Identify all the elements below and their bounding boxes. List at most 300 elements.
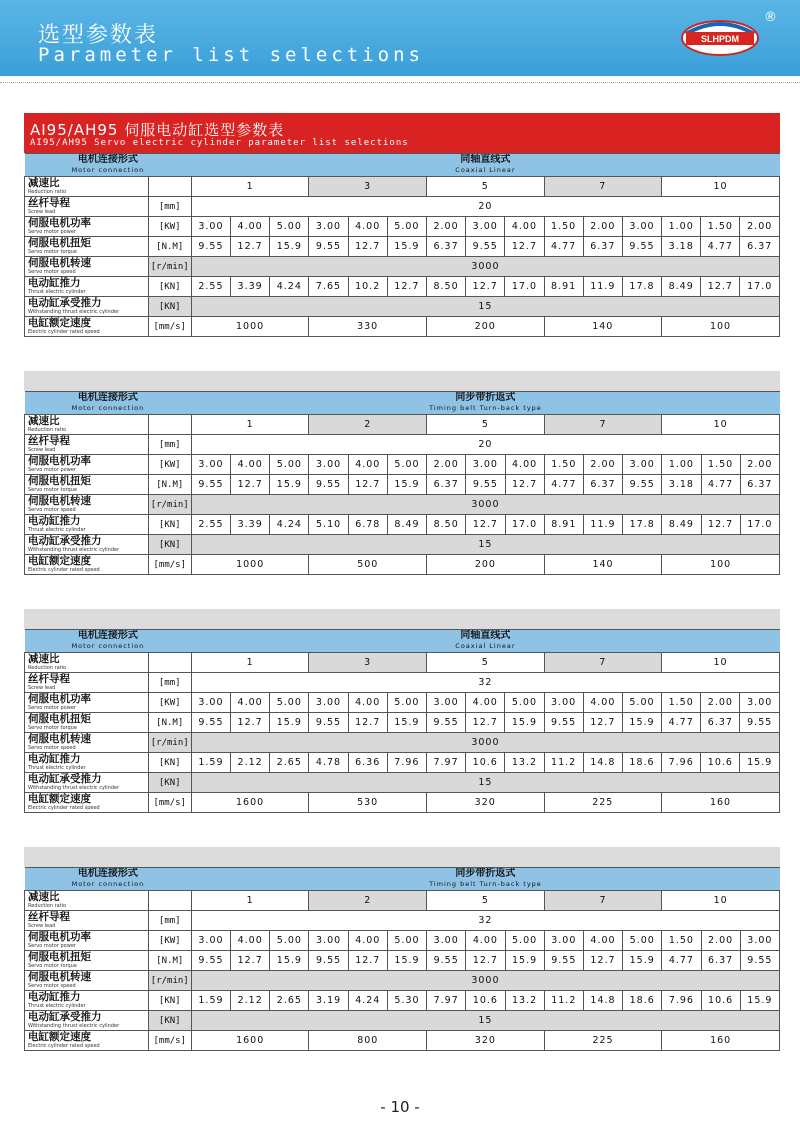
- thrust-value: 17.0: [505, 277, 544, 297]
- unit-power: [KW]: [148, 217, 191, 237]
- label-rated: [25, 317, 149, 337]
- power-value: 3.00: [426, 693, 465, 713]
- label-lead-cn: 丝杆导程: [28, 197, 70, 209]
- label-connection: 电机连接形式 Motor connection: [25, 392, 192, 415]
- label-thrust-en: Thrust electric cylinder: [28, 1003, 86, 1009]
- power-row: [25, 455, 780, 475]
- power-value: 5.00: [622, 693, 661, 713]
- power-value: 5.00: [505, 693, 544, 713]
- unit-speed: [r/min]: [148, 495, 191, 515]
- thrust-value: 7.96: [387, 753, 426, 773]
- lead-value: 32: [191, 673, 779, 693]
- label-lead: [25, 911, 149, 931]
- label-rated: [25, 793, 149, 813]
- torque-value: 15.9: [387, 237, 426, 257]
- label-speed: [25, 495, 149, 515]
- label-withstand-en: Withstanding thrust electric cylinder: [28, 785, 120, 791]
- torque-value: 15.9: [505, 951, 544, 971]
- page-title-cn: 选型参数表: [38, 23, 159, 48]
- unit-speed: [r/min]: [148, 733, 191, 753]
- power-value: 4.00: [348, 693, 387, 713]
- table-separator: [24, 847, 780, 867]
- torque-value: 12.7: [231, 475, 270, 495]
- power-value: 3.00: [191, 693, 230, 713]
- power-value: 4.00: [348, 455, 387, 475]
- torque-value: 15.9: [270, 475, 309, 495]
- torque-value: 4.77: [662, 951, 701, 971]
- label-speed-en: Servo motor speed: [28, 269, 76, 275]
- power-value: 1.50: [544, 455, 583, 475]
- thrust-value: 12.7: [466, 277, 505, 297]
- torque-value: 9.55: [544, 951, 583, 971]
- thrust-value: 4.78: [309, 753, 348, 773]
- power-value: 3.00: [544, 693, 583, 713]
- power-value: 1.00: [662, 217, 701, 237]
- speed-value: 3000: [191, 495, 779, 515]
- label-torque-en: Servo motor torque: [28, 249, 77, 255]
- thrust-value: 10.6: [701, 991, 740, 1011]
- dotted-divider: [0, 82, 800, 83]
- label-thrust-cn: 电动缸推力: [28, 277, 81, 289]
- page-number: - 10 -: [380, 1098, 420, 1116]
- torque-row: [25, 951, 780, 971]
- label-power-cn: 伺服电机功率: [28, 931, 91, 943]
- lead-row: [25, 911, 780, 931]
- power-value: 4.00: [348, 931, 387, 951]
- power-value: 4.00: [231, 217, 270, 237]
- ratio-row: [25, 177, 780, 197]
- unit-speed: [r/min]: [148, 971, 191, 991]
- label-lead: [25, 673, 149, 693]
- torque-value: 9.55: [740, 713, 780, 733]
- speed-value: 3000: [191, 733, 779, 753]
- torque-value: 12.7: [231, 713, 270, 733]
- table-separator: [24, 609, 780, 629]
- rated-speed-row: [25, 793, 780, 813]
- unit-thrust: [KN]: [148, 753, 191, 773]
- connection-row: [25, 154, 780, 177]
- thrust-value: 13.2: [505, 753, 544, 773]
- label-ratio-cn: 减速比: [28, 891, 60, 903]
- thrust-value: 12.7: [701, 277, 740, 297]
- power-value: 1.50: [544, 217, 583, 237]
- ratio-value: 2: [309, 891, 427, 911]
- label-torque-en: Servo motor torque: [28, 963, 77, 969]
- speed-value: 3000: [191, 971, 779, 991]
- lead-value: 20: [191, 435, 779, 455]
- speed-row: [25, 257, 780, 277]
- thrust-value: 7.97: [427, 991, 466, 1011]
- label-withstand-cn: 电动缸承受推力: [28, 535, 102, 547]
- thrust-value: 17.0: [505, 515, 544, 535]
- label-thrust-en: Thrust electric cylinder: [28, 527, 86, 533]
- thrust-value: 8.49: [387, 515, 426, 535]
- label-ratio: [25, 891, 149, 911]
- label-withstand: [25, 1011, 149, 1031]
- top-banner: [0, 0, 800, 76]
- torque-value: 9.55: [191, 713, 230, 733]
- connection-type: 同步带折返式 Timing belt Turn-back type: [191, 868, 779, 891]
- rated-speed-value: 800: [309, 1031, 427, 1051]
- power-value: 4.00: [505, 455, 544, 475]
- label-power: [25, 217, 149, 237]
- power-value: 4.00: [231, 931, 270, 951]
- power-row: [25, 931, 780, 951]
- thrust-value: 18.6: [623, 991, 662, 1011]
- label-rated: [25, 555, 149, 575]
- thrust-value: 2.12: [231, 753, 270, 773]
- label-speed-cn: 伺服电机转速: [28, 495, 91, 507]
- torque-value: 4.77: [662, 713, 701, 733]
- unit-torque: [N.M]: [148, 713, 191, 733]
- label-rated-en: Electric cylinder rated speed: [28, 805, 100, 811]
- label-speed-cn: 伺服电机转速: [28, 257, 91, 269]
- torque-value: 4.77: [544, 475, 583, 495]
- unit-thrust: [KN]: [148, 277, 191, 297]
- thrust-value: 8.91: [544, 277, 583, 297]
- thrust-value: 4.24: [270, 515, 309, 535]
- rated-speed-row: [25, 317, 780, 337]
- power-value: 3.00: [740, 693, 780, 713]
- torque-value: 12.7: [348, 713, 387, 733]
- rated-speed-value: 160: [662, 793, 780, 813]
- label-power-cn: 伺服电机功率: [28, 455, 91, 467]
- label-rated-cn: 电缸额定速度: [28, 1031, 91, 1043]
- thrust-value: 11.2: [544, 753, 583, 773]
- parameter-table-1: [24, 153, 780, 337]
- torque-value: 9.55: [191, 475, 230, 495]
- power-value: 1.50: [701, 455, 740, 475]
- torque-value: 12.7: [583, 951, 622, 971]
- thrust-value: 2.12: [231, 991, 270, 1011]
- label-speed-en: Servo motor speed: [28, 507, 76, 513]
- unit-withstand: [KN]: [148, 297, 191, 317]
- rated-speed-row: [25, 1031, 780, 1051]
- label-thrust-en: Thrust electric cylinder: [28, 765, 86, 771]
- label-ratio: [25, 653, 149, 673]
- unit-rated: [mm/s]: [148, 793, 191, 813]
- label-lead-cn: 丝杆导程: [28, 911, 70, 923]
- ratio-value: 7: [544, 891, 662, 911]
- label-thrust: [25, 515, 149, 535]
- thrust-value: 3.39: [231, 277, 270, 297]
- rated-speed-value: 140: [544, 555, 662, 575]
- thrust-value: 11.9: [583, 277, 622, 297]
- unit-lead: [mm]: [148, 435, 191, 455]
- rated-speed-value: 320: [426, 793, 544, 813]
- torque-value: 6.37: [701, 951, 740, 971]
- label-rated: [25, 1031, 149, 1051]
- power-value: 2.00: [426, 217, 465, 237]
- thrust-row: [25, 515, 780, 535]
- label-torque: [25, 475, 149, 495]
- thrust-value: 17.0: [740, 515, 779, 535]
- label-torque-cn: 伺服电机扭矩: [28, 713, 91, 725]
- ratio-value: 1: [191, 891, 309, 911]
- withstand-value: 15: [191, 773, 779, 793]
- section-title-en: AI95/AH95 Servo electric cylinder parameter list selections: [30, 138, 409, 148]
- label-rated-cn: 电缸额定速度: [28, 555, 91, 567]
- label-withstand-cn: 电动缸承受推力: [28, 1011, 102, 1023]
- power-value: 1.00: [662, 455, 701, 475]
- label-lead-cn: 丝杆导程: [28, 435, 70, 447]
- withstand-row: [25, 535, 780, 555]
- torque-value: 12.7: [348, 951, 387, 971]
- label-power: [25, 455, 149, 475]
- thrust-value: 10.6: [466, 991, 505, 1011]
- label-ratio: [25, 177, 149, 197]
- label-rated-cn: 电缸额定速度: [28, 793, 91, 805]
- label-withstand-en: Withstanding thrust electric cylinder: [28, 547, 120, 553]
- connection-row: [25, 630, 780, 653]
- thrust-value: 14.8: [583, 753, 622, 773]
- label-ratio-en: Reduction ratio: [28, 665, 67, 671]
- parameter-table-3: [24, 629, 780, 813]
- torque-value: 9.55: [466, 475, 505, 495]
- power-value: 3.00: [623, 455, 662, 475]
- unit-torque: [N.M]: [148, 475, 191, 495]
- rated-speed-row: [25, 555, 780, 575]
- label-thrust: [25, 753, 149, 773]
- power-value: 5.00: [270, 217, 309, 237]
- power-value: 4.00: [583, 931, 622, 951]
- torque-value: 9.55: [623, 475, 662, 495]
- rated-speed-value: 200: [426, 317, 544, 337]
- power-value: 5.00: [387, 217, 426, 237]
- rated-speed-value: 100: [662, 317, 780, 337]
- label-torque-cn: 伺服电机扭矩: [28, 475, 91, 487]
- torque-value: 9.55: [740, 951, 779, 971]
- label-thrust-cn: 电动缸推力: [28, 991, 81, 1003]
- power-value: 5.00: [270, 931, 309, 951]
- unit-lead: [mm]: [148, 673, 191, 693]
- lead-row: [25, 197, 780, 217]
- thrust-value: 2.55: [191, 515, 230, 535]
- lead-row: [25, 673, 780, 693]
- rated-speed-value: 1600: [191, 1031, 309, 1051]
- label-power-cn: 伺服电机功率: [28, 693, 91, 705]
- rated-speed-value: 1000: [191, 317, 309, 337]
- speed-row: [25, 733, 780, 753]
- torque-value: 9.55: [544, 713, 583, 733]
- withstand-value: 15: [191, 297, 779, 317]
- rated-speed-value: 1600: [191, 793, 309, 813]
- label-power-cn: 伺服电机功率: [28, 217, 91, 229]
- torque-value: 12.7: [348, 475, 387, 495]
- unit-thrust: [KN]: [148, 515, 191, 535]
- label-speed: [25, 257, 149, 277]
- withstand-row: [25, 1011, 780, 1031]
- ratio-row: [25, 891, 780, 911]
- torque-value: 12.7: [231, 951, 270, 971]
- withstand-row: [25, 773, 780, 793]
- label-power-en: Servo motor power: [28, 705, 76, 711]
- rated-speed-value: 225: [544, 1031, 662, 1051]
- power-value: 4.00: [231, 455, 270, 475]
- label-speed-en: Servo motor speed: [28, 983, 76, 989]
- thrust-value: 11.2: [544, 991, 583, 1011]
- unit-lead: [mm]: [148, 911, 191, 931]
- speed-value: 3000: [191, 257, 779, 277]
- power-value: 3.00: [544, 931, 583, 951]
- thrust-value: 13.2: [505, 991, 544, 1011]
- label-lead: [25, 197, 149, 217]
- torque-value: 9.55: [622, 237, 661, 257]
- ratio-value: 1: [191, 653, 309, 673]
- label-ratio-cn: 减速比: [28, 415, 60, 427]
- withstand-value: 15: [191, 1011, 779, 1031]
- rated-speed-value: 1000: [191, 555, 309, 575]
- torque-value: 9.55: [191, 951, 230, 971]
- label-rated-cn: 电缸额定速度: [28, 317, 91, 329]
- label-thrust: [25, 277, 149, 297]
- torque-value: 15.9: [270, 237, 309, 257]
- unit-speed: [r/min]: [148, 257, 191, 277]
- thrust-value: 10.6: [701, 753, 740, 773]
- thrust-row: [25, 277, 780, 297]
- power-value: 4.00: [348, 217, 387, 237]
- unit-lead: [mm]: [148, 197, 191, 217]
- rated-speed-value: 320: [427, 1031, 545, 1051]
- table-separator: [24, 371, 780, 391]
- torque-value: 6.37: [427, 475, 466, 495]
- torque-value: 4.77: [544, 237, 583, 257]
- label-thrust-en: Thrust electric cylinder: [28, 289, 86, 295]
- torque-value: 6.37: [583, 237, 622, 257]
- thrust-value: 3.19: [309, 991, 348, 1011]
- power-value: 5.00: [387, 693, 426, 713]
- ratio-value: 5: [426, 177, 544, 197]
- label-lead: [25, 435, 149, 455]
- power-value: 2.00: [740, 217, 780, 237]
- power-row: [25, 693, 780, 713]
- label-torque-en: Servo motor torque: [28, 725, 77, 731]
- label-speed: [25, 971, 149, 991]
- thrust-value: 10.2: [348, 277, 387, 297]
- label-power-en: Servo motor power: [28, 467, 76, 473]
- torque-value: 12.7: [466, 951, 505, 971]
- label-ratio-cn: 减速比: [28, 177, 60, 189]
- power-value: 4.00: [505, 217, 544, 237]
- thrust-value: 10.6: [466, 753, 505, 773]
- label-power-en: Servo motor power: [28, 943, 76, 949]
- label-lead-cn: 丝杆导程: [28, 673, 70, 685]
- power-value: 3.00: [191, 931, 230, 951]
- ratio-value: 10: [662, 653, 780, 673]
- power-value: 3.00: [466, 455, 505, 475]
- torque-value: 15.9: [270, 713, 309, 733]
- power-value: 4.00: [231, 693, 270, 713]
- torque-row: [25, 475, 780, 495]
- ratio-value: 5: [427, 891, 545, 911]
- torque-value: 12.7: [348, 237, 387, 257]
- thrust-value: 12.7: [387, 277, 426, 297]
- unit-power: [KW]: [148, 455, 191, 475]
- label-connection: 电机连接形式 Motor connection: [25, 630, 192, 653]
- power-value: 2.00: [583, 455, 622, 475]
- power-value: 2.00: [701, 693, 740, 713]
- torque-value: 9.55: [427, 951, 466, 971]
- power-value: 4.00: [466, 931, 505, 951]
- torque-value: 15.9: [622, 713, 661, 733]
- power-value: 3.00: [466, 217, 505, 237]
- power-value: 3.00: [309, 931, 348, 951]
- torque-value: 6.37: [740, 475, 779, 495]
- label-lead-en: Screw lead: [28, 685, 56, 691]
- thrust-value: 7.96: [662, 753, 701, 773]
- torque-value: 4.77: [701, 237, 740, 257]
- connection-type: 同步带折返式 Timing belt Turn-back type: [191, 392, 779, 415]
- lead-value: 20: [191, 197, 779, 217]
- unit-withstand: [KN]: [148, 1011, 191, 1031]
- label-withstand-cn: 电动缸承受推力: [28, 297, 102, 309]
- thrust-value: 2.65: [270, 753, 309, 773]
- ratio-value: 3: [309, 653, 427, 673]
- torque-value: 15.9: [505, 713, 544, 733]
- torque-value: 6.37: [426, 237, 465, 257]
- label-rated-en: Electric cylinder rated speed: [28, 1043, 100, 1049]
- power-value: 1.50: [662, 693, 701, 713]
- power-value: 4.00: [583, 693, 622, 713]
- brand-logo-icon: [680, 18, 760, 58]
- connection-row: [25, 392, 780, 415]
- ratio-value: 3: [309, 177, 427, 197]
- connection-type: 同轴直线式 Coaxial Linear: [191, 630, 779, 653]
- torque-value: 6.37: [701, 713, 740, 733]
- power-value: 3.00: [622, 217, 661, 237]
- thrust-value: 5.30: [387, 991, 426, 1011]
- power-value: 1.50: [701, 217, 740, 237]
- power-value: 3.00: [309, 693, 348, 713]
- unit-withstand: [KN]: [148, 773, 191, 793]
- rated-speed-value: 530: [309, 793, 427, 813]
- label-power: [25, 931, 149, 951]
- label-withstand-en: Withstanding thrust electric cylinder: [28, 309, 120, 315]
- connection-row: [25, 868, 780, 891]
- unit-power: [KW]: [148, 931, 191, 951]
- ratio-value: 1: [191, 415, 309, 435]
- power-value: 4.00: [466, 693, 505, 713]
- thrust-value: 6.36: [348, 753, 387, 773]
- label-power-en: Servo motor power: [28, 229, 76, 235]
- rated-speed-value: 225: [544, 793, 662, 813]
- rated-speed-value: 100: [662, 555, 780, 575]
- label-speed: [25, 733, 149, 753]
- torque-value: 12.7: [583, 713, 622, 733]
- label-lead-en: Screw lead: [28, 923, 56, 929]
- power-row: [25, 217, 780, 237]
- label-torque-cn: 伺服电机扭矩: [28, 237, 91, 249]
- torque-value: 15.9: [270, 951, 309, 971]
- label-ratio-en: Reduction ratio: [28, 427, 67, 433]
- torque-row: [25, 237, 780, 257]
- label-withstand-cn: 电动缸承受推力: [28, 773, 102, 785]
- rated-speed-value: 160: [662, 1031, 780, 1051]
- unit-rated: [mm/s]: [148, 317, 191, 337]
- thrust-value: 18.6: [622, 753, 661, 773]
- label-speed-cn: 伺服电机转速: [28, 733, 91, 745]
- label-lead-en: Screw lead: [28, 209, 56, 215]
- unit-torque: [N.M]: [148, 951, 191, 971]
- torque-value: 9.55: [426, 713, 465, 733]
- power-value: 3.00: [427, 931, 466, 951]
- thrust-value: 7.97: [426, 753, 465, 773]
- power-value: 3.00: [191, 217, 230, 237]
- thrust-value: 1.59: [191, 991, 230, 1011]
- ratio-value: 7: [544, 415, 662, 435]
- unit-rated: [mm/s]: [148, 1031, 191, 1051]
- torque-value: 12.7: [505, 475, 544, 495]
